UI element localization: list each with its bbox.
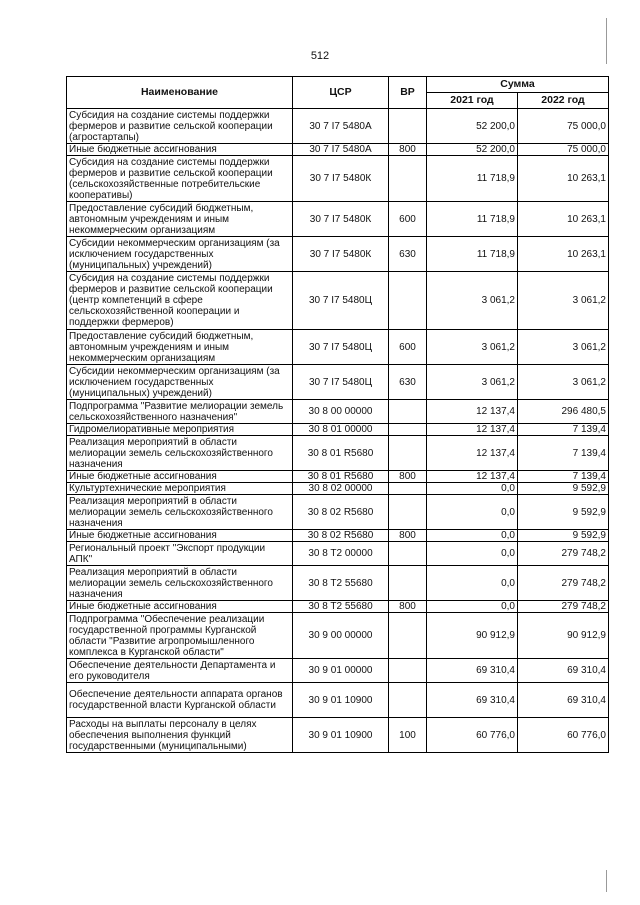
row-csr: 30 8 01 R5680 — [293, 436, 389, 471]
table-row — [67, 330, 609, 365]
row-sum-2022: 7 139,4 — [518, 436, 609, 471]
header-year-2022: 2022 год — [518, 93, 609, 109]
row-vr: 630 — [389, 237, 427, 272]
table-row — [67, 495, 609, 530]
row-vr: 100 — [389, 718, 427, 753]
table-row — [67, 272, 609, 330]
row-vr — [389, 109, 427, 144]
row-name: Гидромелиоративные мероприятия — [67, 424, 293, 436]
page-number: 512 — [310, 50, 330, 62]
table-row — [67, 436, 609, 471]
table-row — [67, 566, 609, 601]
row-sum-2021: 11 718,9 — [427, 202, 518, 237]
row-csr: 30 7 I7 5480К — [293, 237, 389, 272]
row-name: Обеспечение деятельности аппарата органов государственной власти Курганской области — [67, 683, 293, 718]
row-vr: 600 — [389, 330, 427, 365]
row-csr: 30 8 01 R5680 — [293, 471, 389, 483]
row-name: Предоставление субсидий бюджетным, автономным учреждениям и иным некоммерческим организациям — [67, 330, 293, 365]
row-vr: 800 — [389, 471, 427, 483]
row-name: Культуртехнические мероприятия — [67, 483, 293, 495]
row-sum-2022: 10 263,1 — [518, 156, 609, 202]
table-row — [67, 718, 609, 753]
table-header — [67, 77, 609, 109]
table-row — [67, 109, 609, 144]
row-vr — [389, 542, 427, 566]
row-sum-2022: 279 748,2 — [518, 542, 609, 566]
row-sum-2021: 0,0 — [427, 495, 518, 530]
row-sum-2022: 7 139,4 — [518, 424, 609, 436]
row-name: Субсидии некоммерческим организациям (за исключением государственных (муниципальных) учреждений) — [67, 237, 293, 272]
row-sum-2022: 9 592,9 — [518, 530, 609, 542]
row-name: Обеспечение деятельности Департамента и его руководителя — [67, 659, 293, 683]
row-vr — [389, 272, 427, 330]
row-vr: 800 — [389, 601, 427, 613]
row-vr: 630 — [389, 365, 427, 400]
table-row — [67, 144, 609, 156]
row-csr: 30 8 T2 00000 — [293, 542, 389, 566]
table-row — [67, 613, 609, 659]
table-row — [67, 542, 609, 566]
row-sum-2022: 10 263,1 — [518, 237, 609, 272]
row-name: Реализация мероприятий в области мелиорации земель сельскохозяйственного назначения — [67, 495, 293, 530]
header-csr: ЦСР — [293, 77, 389, 109]
row-sum-2021: 12 137,4 — [427, 424, 518, 436]
row-vr — [389, 156, 427, 202]
row-csr: 30 7 I7 5480К — [293, 202, 389, 237]
row-name: Подпрограмма "Развитие мелиорации земель сельскохозяйственного назначения" — [67, 400, 293, 424]
row-sum-2021: 11 718,9 — [427, 237, 518, 272]
row-name: Субсидия на создание системы поддержки фермеров и развитие сельской кооперации (сельскохозяйственные потребительские кооперативы) — [67, 156, 293, 202]
row-sum-2021: 60 776,0 — [427, 718, 518, 753]
row-csr: 30 8 T2 55680 — [293, 566, 389, 601]
row-sum-2022: 9 592,9 — [518, 495, 609, 530]
row-sum-2021: 0,0 — [427, 483, 518, 495]
row-csr: 30 7 I7 5480А — [293, 109, 389, 144]
row-name: Реализация мероприятий в области мелиорации земель сельскохозяйственного назначения — [67, 436, 293, 471]
row-csr: 30 8 02 R5680 — [293, 495, 389, 530]
row-name: Предоставление субсидий бюджетным, автономным учреждениям и иным некоммерческим организациям — [67, 202, 293, 237]
row-vr — [389, 613, 427, 659]
row-name: Субсидии некоммерческим организациям (за исключением государственных (муниципальных) учреждений) — [67, 365, 293, 400]
row-vr — [389, 566, 427, 601]
row-name: Иные бюджетные ассигнования — [67, 530, 293, 542]
row-csr: 30 9 01 00000 — [293, 659, 389, 683]
row-sum-2021: 12 137,4 — [427, 436, 518, 471]
row-name: Субсидия на создание системы поддержки фермеров и развитие сельской кооперации (центр компетенций в сфере сельскохозяйственной кооперации и поддержки фермеров) — [67, 272, 293, 330]
row-sum-2022: 75 000,0 — [518, 109, 609, 144]
row-name: Реализация мероприятий в области мелиорации земель сельскохозяйственного назначения — [67, 566, 293, 601]
row-csr: 30 7 I7 5480Ц — [293, 365, 389, 400]
row-sum-2022: 3 061,2 — [518, 365, 609, 400]
table-row — [67, 156, 609, 202]
row-sum-2021: 0,0 — [427, 530, 518, 542]
row-sum-2021: 52 200,0 — [427, 144, 518, 156]
row-csr: 30 9 01 10900 — [293, 718, 389, 753]
header-sum: Сумма — [427, 77, 609, 93]
table-row — [67, 683, 609, 718]
table-row — [67, 471, 609, 483]
row-sum-2022: 279 748,2 — [518, 601, 609, 613]
row-csr: 30 8 01 00000 — [293, 424, 389, 436]
row-sum-2021: 12 137,4 — [427, 400, 518, 424]
table-row — [67, 365, 609, 400]
row-vr — [389, 483, 427, 495]
row-sum-2021: 3 061,2 — [427, 330, 518, 365]
row-csr: 30 9 01 10900 — [293, 683, 389, 718]
row-sum-2022: 279 748,2 — [518, 566, 609, 601]
row-sum-2022: 69 310,4 — [518, 659, 609, 683]
row-csr: 30 8 00 00000 — [293, 400, 389, 424]
row-vr — [389, 436, 427, 471]
budget-table — [66, 76, 609, 753]
row-csr: 30 7 I7 5480А — [293, 144, 389, 156]
row-csr: 30 8 02 R5680 — [293, 530, 389, 542]
row-csr: 30 8 02 00000 — [293, 483, 389, 495]
row-sum-2021: 3 061,2 — [427, 365, 518, 400]
row-sum-2021: 69 310,4 — [427, 683, 518, 718]
row-csr: 30 9 00 00000 — [293, 613, 389, 659]
table-row — [67, 659, 609, 683]
row-vr — [389, 495, 427, 530]
row-sum-2021: 11 718,9 — [427, 156, 518, 202]
row-vr: 800 — [389, 530, 427, 542]
row-sum-2021: 0,0 — [427, 566, 518, 601]
row-sum-2021: 12 137,4 — [427, 471, 518, 483]
row-sum-2021: 69 310,4 — [427, 659, 518, 683]
row-vr — [389, 424, 427, 436]
table-row — [67, 483, 609, 495]
row-vr — [389, 683, 427, 718]
row-sum-2021: 90 912,9 — [427, 613, 518, 659]
row-sum-2021: 0,0 — [427, 601, 518, 613]
table-row — [67, 424, 609, 436]
row-vr: 800 — [389, 144, 427, 156]
row-csr: 30 7 I7 5480К — [293, 156, 389, 202]
table-row — [67, 400, 609, 424]
header-vr: ВР — [389, 77, 427, 109]
row-sum-2022: 9 592,9 — [518, 483, 609, 495]
row-csr: 30 7 I7 5480Ц — [293, 272, 389, 330]
row-vr: 600 — [389, 202, 427, 237]
row-sum-2022: 90 912,9 — [518, 613, 609, 659]
row-sum-2022: 60 776,0 — [518, 718, 609, 753]
row-sum-2022: 3 061,2 — [518, 330, 609, 365]
row-sum-2022: 296 480,5 — [518, 400, 609, 424]
row-sum-2022: 75 000,0 — [518, 144, 609, 156]
row-sum-2022: 3 061,2 — [518, 272, 609, 330]
row-name: Расходы на выплаты персоналу в целях обеспечения выполнения функций государственными (муниципальными) — [67, 718, 293, 753]
row-sum-2021: 3 061,2 — [427, 272, 518, 330]
row-sum-2022: 69 310,4 — [518, 683, 609, 718]
row-vr — [389, 400, 427, 424]
row-name: Субсидия на создание системы поддержки фермеров и развитие сельской кооперации (агростартапы) — [67, 109, 293, 144]
table-row — [67, 237, 609, 272]
table-row — [67, 202, 609, 237]
row-name: Иные бюджетные ассигнования — [67, 144, 293, 156]
row-csr: 30 8 T2 55680 — [293, 601, 389, 613]
row-name: Региональный проект "Экспорт продукции АПК" — [67, 542, 293, 566]
scan-edge-mark-top — [606, 18, 607, 64]
scan-edge-mark-bottom — [606, 870, 607, 892]
row-csr: 30 7 I7 5480Ц — [293, 330, 389, 365]
row-name: Иные бюджетные ассигнования — [67, 471, 293, 483]
row-vr — [389, 659, 427, 683]
header-name: Наименование — [67, 77, 293, 109]
row-sum-2022: 10 263,1 — [518, 202, 609, 237]
table-row — [67, 530, 609, 542]
row-name: Иные бюджетные ассигнования — [67, 601, 293, 613]
table-body — [67, 109, 609, 753]
row-sum-2022: 7 139,4 — [518, 471, 609, 483]
header-year-2021: 2021 год — [427, 93, 518, 109]
row-sum-2021: 0,0 — [427, 542, 518, 566]
row-sum-2021: 52 200,0 — [427, 109, 518, 144]
row-name: Подпрограмма "Обеспечение реализации государственной программы Курганской области "Развитие агропромышленного комплекса в Курганской области" — [67, 613, 293, 659]
table-row — [67, 601, 609, 613]
